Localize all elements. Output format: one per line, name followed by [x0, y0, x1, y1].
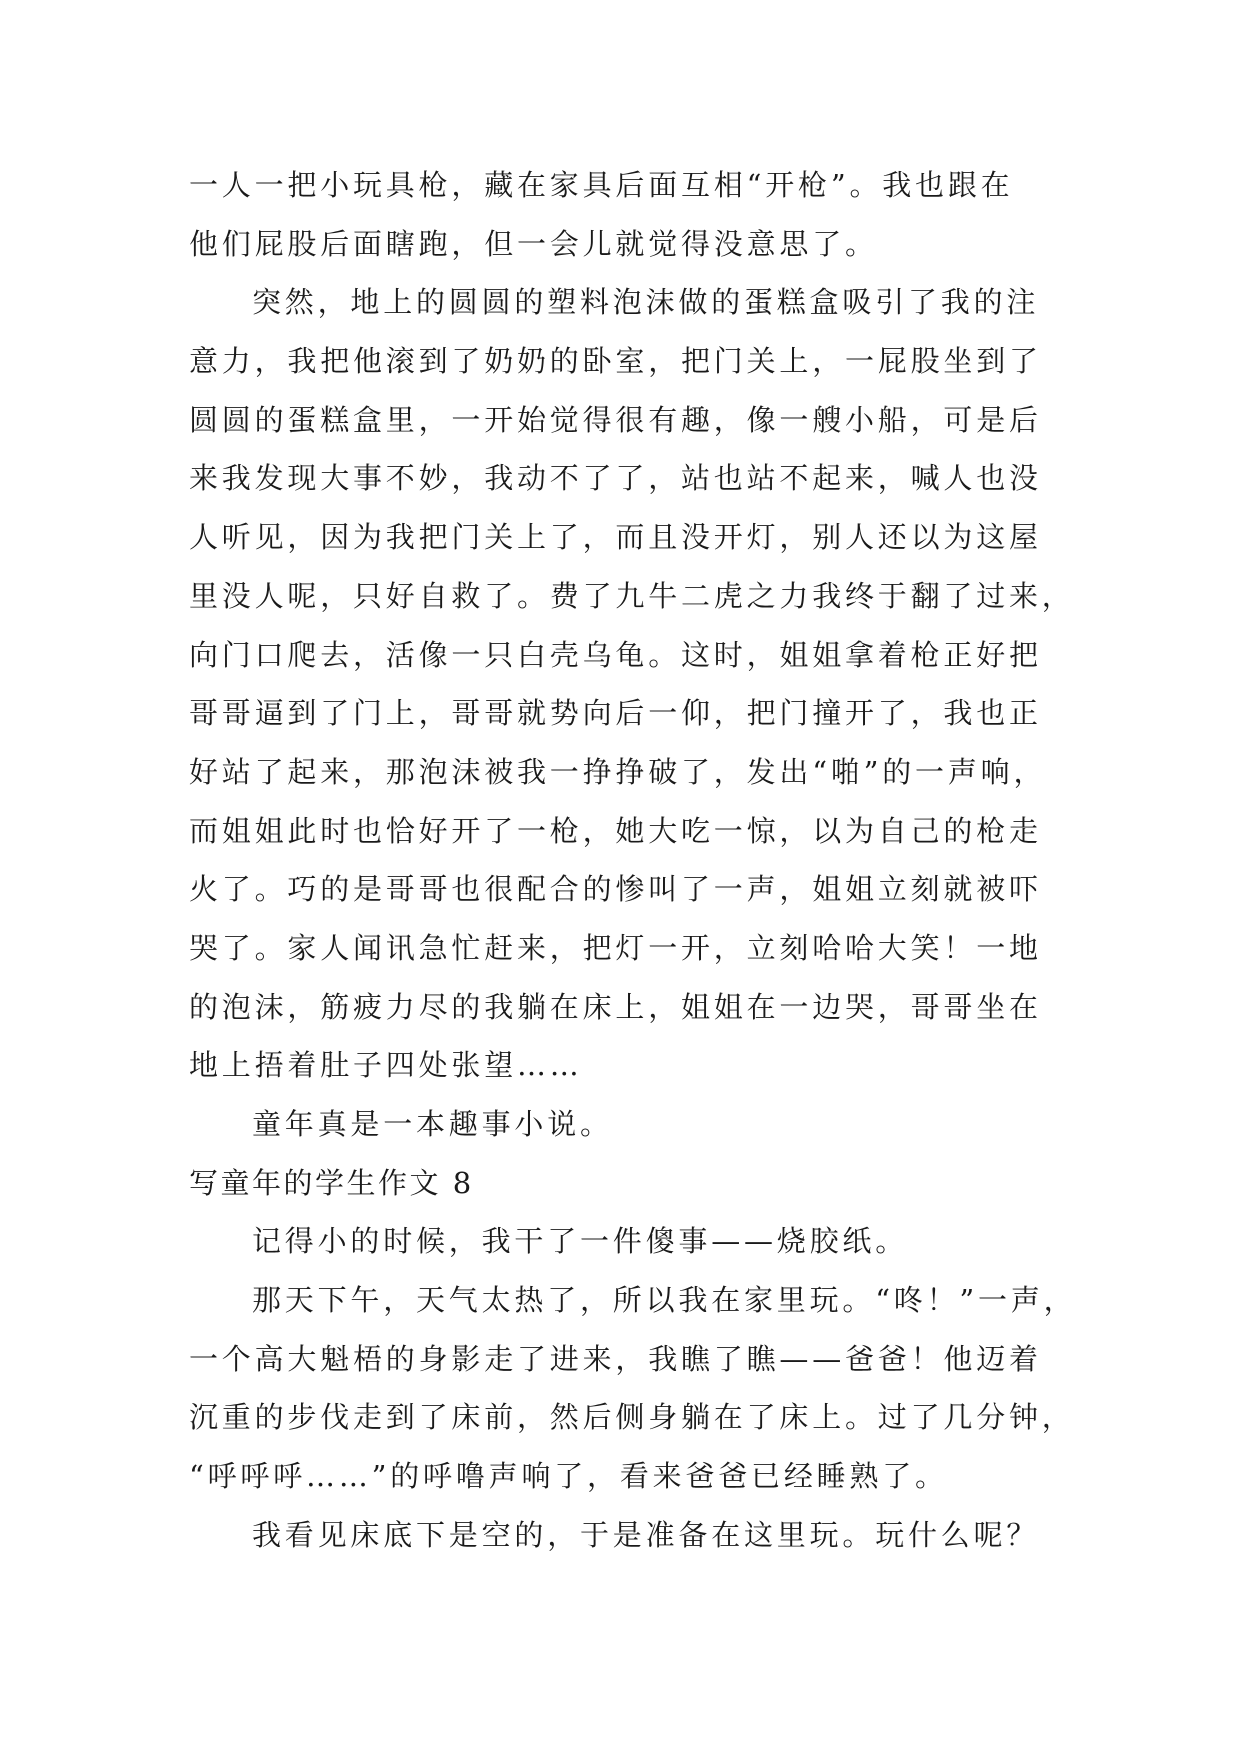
text-line: “呼呼呼……”的呼噜声响了，看来爸爸已经睡熟了。: [189, 1459, 948, 1494]
text-line: 好站了起来，那泡沫被我一挣挣破了，发出“啪”的一声响，: [189, 754, 1047, 789]
paragraph-start-line: 我看见床底下是空的，于是准备在这里玩。玩什么呢？: [252, 1517, 1040, 1552]
paragraph-start-line: 突然，地上的圆圆的塑料泡沫做的蛋糕盒吸引了我的注: [252, 285, 1040, 320]
paragraph-start-line: 记得小的时候，我干了一件傻事——烧胶纸。: [252, 1224, 909, 1259]
text-line: 里没人呢，只好自救了。费了九牛二虎之力我终于翻了过来，: [189, 578, 1075, 613]
text-line: 一人一把小玩具枪，藏在家具后面互相“开枪”。我也跟在: [189, 168, 1014, 202]
text-line: 火了。巧的是哥哥也很配合的惨叫了一声，姐姐立刻就被吓: [189, 872, 1042, 907]
section-heading: 写童年的学生作文 8: [189, 1165, 474, 1200]
paragraph-start-line: 童年真是一本趣事小说。: [252, 1107, 613, 1141]
paragraph-start-line: 那天下午，天气太热了，所以我在家里玩。“咚！”一声，: [252, 1283, 1077, 1318]
text-line: 人听见，因为我把门关上了，而且没开灯，别人还以为这屋: [189, 520, 1042, 555]
text-line: 沉重的步伐走到了床前，然后侧身躺在了床上。过了几分钟，: [189, 1400, 1075, 1435]
text-line: 向门口爬去，活像一只白壳乌龟。这时，姐姐拿着枪正好把: [189, 637, 1042, 672]
text-line: 他们屁股后面瞎跑，但一会儿就觉得没意思了。: [189, 226, 878, 261]
text-line: 而姐姐此时也恰好开了一枪，她大吃一惊，以为自己的枪走: [189, 813, 1042, 848]
text-line: 哭了。家人闻讯急忙赶来，把灯一开，立刻哈哈大笑！一地: [189, 930, 1042, 965]
text-line: 哥哥逼到了门上，哥哥就势向后一仰，把门撞开了，我也正: [189, 696, 1042, 731]
text-line: 的泡沫，筋疲力尽的我躺在床上，姐姐在一边哭，哥哥坐在: [189, 989, 1042, 1024]
text-line: 地上捂着肚子四处张望……: [189, 1048, 583, 1083]
document-page: [189, 156, 1077, 1565]
text-line: 意力，我把他滚到了奶奶的卧室，把门关上，一屁股坐到了: [189, 344, 1042, 379]
text-line: 来我发现大事不妙，我动不了了，站也站不起来，喊人也没: [189, 461, 1042, 496]
text-line: 圆圆的蛋糕盒里，一开始觉得很有趣，像一艘小船，可是后: [189, 402, 1042, 437]
text-line: 一个高大魁梧的身影走了进来，我瞧了瞧——爸爸！他迈着: [189, 1341, 1042, 1376]
